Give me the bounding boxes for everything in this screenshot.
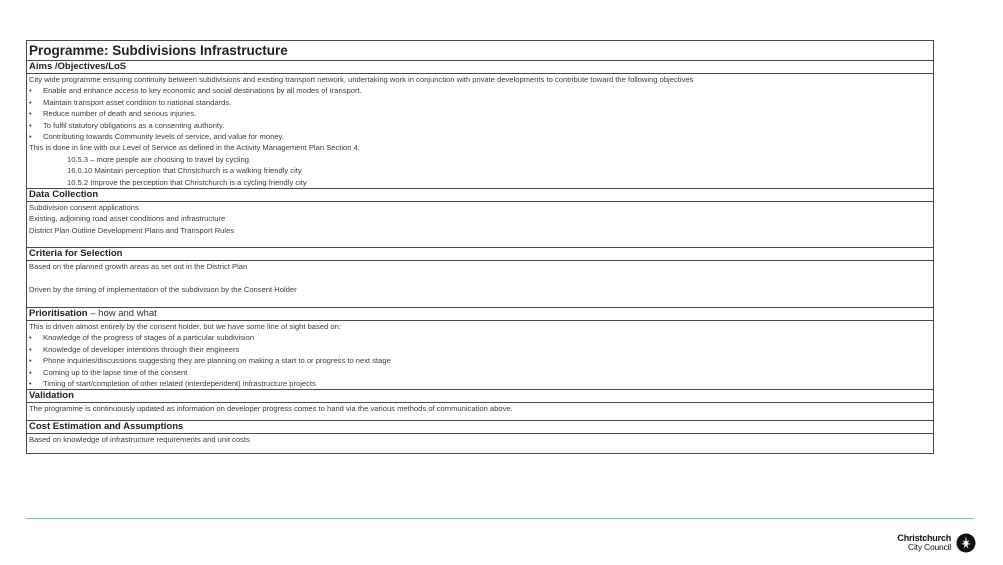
list-item: • Enable and enhance access to key economic and social destinations by all modes of transport. [29,85,933,96]
logo-line-2: City Council [908,542,951,552]
prioritisation-heading-main: Prioritisation [29,308,88,320]
footer-divider [26,518,974,519]
criteria-heading: Criteria for Selection [27,248,933,261]
criteria-body [27,261,933,308]
validation-text: The programme is continuously updated as information on developer progress comes to hand via the various methods of communication above. [29,404,513,414]
council-logo [893,532,977,554]
list-item: • Timing of start/completion of other related (interdependent) infrastructure projects [29,378,933,389]
validation-heading: Validation [27,390,933,403]
list-item: • Knowledge of developer intentions through their engineers [29,344,933,355]
page-title: Programme: Subdivisions Infrastructure [27,41,933,61]
aims-body [27,74,933,189]
aims-heading: Aims /Objectives/LoS [27,61,933,74]
list-item: • Maintain transport asset condition to national standards. [29,97,933,108]
data-collection-item: Existing, adjoining road asset conditions and infrastructure [29,214,226,224]
list-item: • Reduce number of death and serious injuries. [29,108,933,119]
list-item: • Knowledge of the progress of stages of a particular subdivision [29,332,933,343]
programme-table [26,40,934,454]
prioritisation-body [27,321,933,390]
cost-body [27,434,933,453]
cost-heading: Cost Estimation and Assumptions [27,421,933,434]
prioritisation-heading [27,308,933,321]
logo-text [897,534,951,552]
criteria-line: Driven by the timing of implementation of the subdivision by the Consent Holder [29,285,297,295]
data-collection-item: Subdivision consent applications [29,202,139,212]
prioritisation-heading-suffix: – how and what [87,308,157,320]
los-intro: This is done in line with our Level of Service as defined in the Activity Management Plan Section 4: [29,143,360,153]
data-collection-item: District Plan Outline Development Plans and Transport Rules [29,225,235,235]
data-collection-heading: Data Collection [27,189,933,202]
aims-intro: City wide programme ensuring continuity between subdivisions and existing transport network, undertaking work in conjunction with private developments to contribute toward the following objectives [29,75,694,84]
prioritisation-intro: This is driven almost entirely by the consent holder, but we have some line of sight based on: [29,322,341,332]
los-item: 10.5.3 – more people are choosing to travel by cycling [67,154,249,164]
cost-text: Based on knowledge of infrastructure requirements and unit costs [29,434,250,444]
criteria-line: Based on the planned growth areas as set out in the District Plan [29,262,248,272]
los-item: 16.0.10 Maintain perception that Christchurch is a walking friendly city [67,166,302,176]
list-item: • Phone inquiries/discussions suggesting they are planning on making a start to or progress to next stage [29,355,933,366]
list-item: • To fulfil statutory obligations as a consenting authority. [29,120,933,131]
data-collection-body [27,202,933,249]
list-item: • Coming up to the lapse time of the consent [29,367,933,378]
los-item: 10.5.2 Improve the perception that Christchurch is a cycling friendly city [67,177,307,187]
council-emblem-icon [956,533,976,553]
list-item: • Contributing towards Community levels of service, and value for money. [29,131,933,142]
validation-body [27,403,933,420]
logo-line-1: Christchurch [897,533,951,543]
